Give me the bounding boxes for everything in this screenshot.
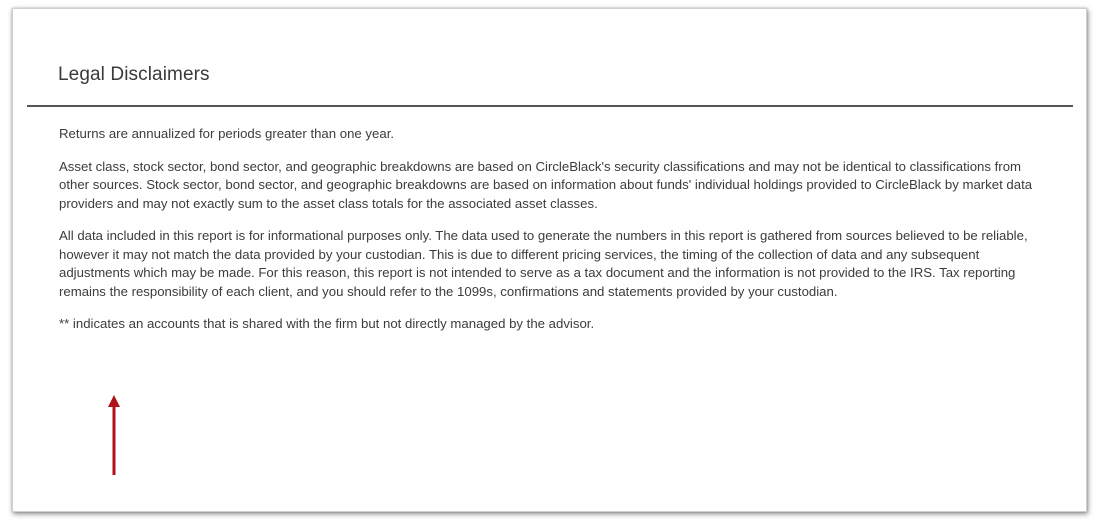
disclaimer-paragraph-informational: All data included in this report is for informational purposes only. The data used to generate the numbers in this report is gathered from sources believed to be reliable, however it may not match the data provided by your custodian. This is due to different pricing services, the timing of the collection of data and any subsequent adjustments which may be made. For this reason, this report is not intended to serve as a tax document and the information is not provided to the IRS. Tax reporting remains the responsibility of each client, and you should refer to the 1099s, confirmations and statements provided by your custodian. [59,228,1028,299]
red-arrow-up-icon [107,395,121,475]
legal-disclaimers-panel [12,8,1087,512]
disclaimer-paragraph-annualized: Returns are annualized for periods greater than one year. [59,126,395,141]
title-divider [27,105,1073,107]
section-title: Legal Disclaimers [58,64,210,85]
disclaimer-paragraph-shared-accounts: ** indicates an accounts that is shared with the firm but not directly managed by the advisor. [59,316,595,331]
disclaimer-body [59,125,1044,348]
disclaimer-paragraph-classifications: Asset class, stock sector, bond sector, and geographic breakdowns are based on CircleBlack's security classifications and may not be identical to classifications from other sources. Stock sector, bond sector, and geographic breakdowns are based on information about funds' individual holdings provided to CircleBlack by market data providers and may not exactly sum to the asset class totals for the associated asset classes. [59,158,1033,211]
